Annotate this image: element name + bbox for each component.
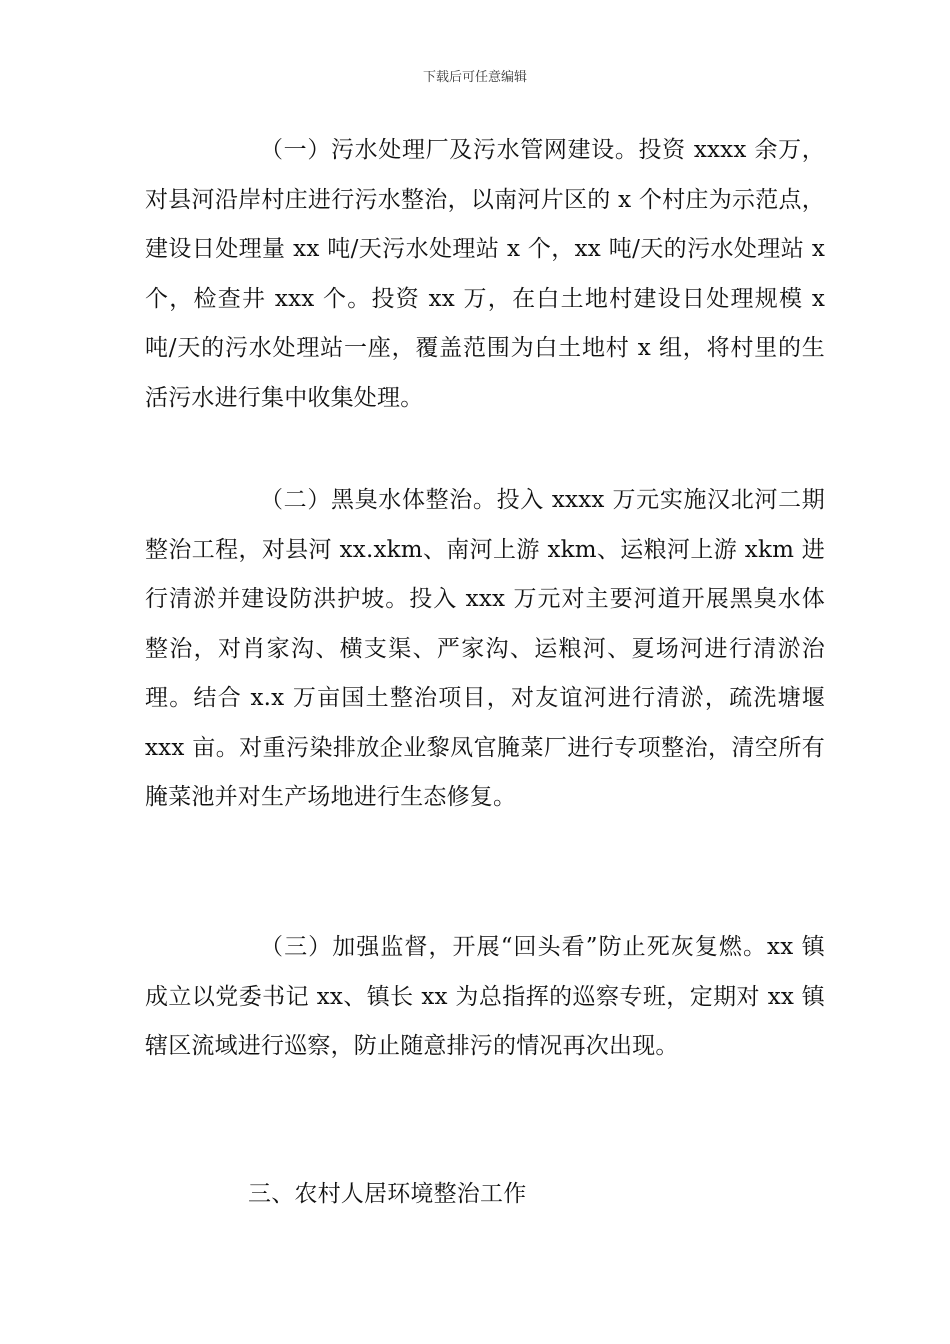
paragraph-sewage-treatment: （一）污水处理厂及污水管网建设。投资 xxxx 余万，对县河沿岸村庄进行污水整治，以南河片区的 x 个村庄为示范点，建设日处理量 xx 吨/天污水处理站 x 个，xx 吨/天的污水处理站 x 个，检查井 xxx 个。投资 xx 万，在白土地村建设日处理规模 x 吨/天的污水处理站一座，覆盖范围为白土地村 x 组，将村里的生活污水进行集中收集处理。 xyxy=(145,137,825,411)
paragraph-supervision: （三）加强监督，开展“回头看”防止死灰复燃。xx 镇成立以党委书记 xx、镇长 xx 为总指挥的巡察专班，定期对 xx 镇辖区流域进行巡察，防止随意排污的情况再次出现。 xyxy=(145,934,825,1059)
section-heading: 三、农村人居环境整治工作 xyxy=(248,1181,527,1207)
page-header-note: 下载后可任意编辑 xyxy=(422,70,527,85)
paragraph-black-odorous-water: （二）黑臭水体整治。投入 xxxx 万元实施汉北河二期整治工程，对县河 xx.xkm、南河上游 xkm、运粮河上游 xkm 进行清淤并建设防洪护坡。投入 xxx 万元对主要河道开展黑臭水体整治，对肖家沟、横支渠、严家沟、运粮河、夏场河进行清淤治理。结合 x.x 万亩国土整治项目，对友谊河进行清淤，疏洗塘堰 xxx 亩。对重污染排放企业黎凤官腌菜厂进行专项整治，清空所有腌菜池并对生产场地进行生态修复。 xyxy=(145,487,825,810)
